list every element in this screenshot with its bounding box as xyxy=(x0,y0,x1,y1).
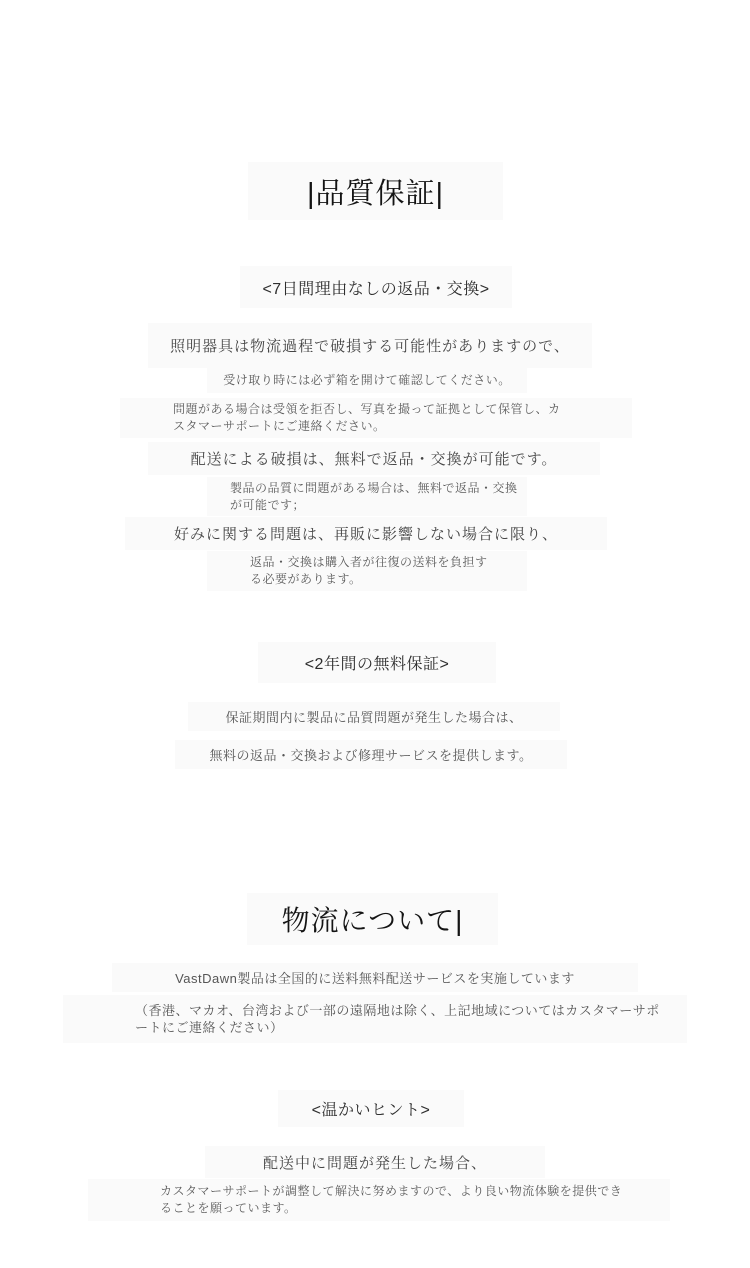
refuse-note-line-1: 問題がある場合は受領を拒否し、写真を撮って証拠として保管し、カ xyxy=(173,402,561,416)
buyer-pays-line-2: る必要があります。 xyxy=(250,572,362,586)
tips-heading: <温かいヒント> xyxy=(278,1090,464,1127)
shipping-damage-note: 配送による破損は、無料で返品・交換が可能です。 xyxy=(148,442,600,475)
shipping-exclusions-line-1: （香港、マカオ、台湾および一部の遠隔地は除く、上記地域についてはカスタマーサポ xyxy=(135,1003,660,1018)
warranty-line-1: 保証期間内に製品に品質問題が発生した場合は、 xyxy=(188,702,560,731)
shipping-exclusions-line-2: ートにご連絡ください） xyxy=(135,1020,284,1035)
refuse-note-line-2: スタマーサポートにご連絡ください。 xyxy=(173,419,386,433)
refuse-note xyxy=(120,398,632,438)
tips-detail-line-1: カスタマーサポートが調整して解決に努めますので、より良い物流体験を提供でき xyxy=(160,1184,623,1198)
quality-issue-line-1: 製品の品質に問題がある場合は、無料で返品・交換 xyxy=(230,480,518,495)
tips-detail-line-2: ることを願っています。 xyxy=(160,1201,297,1215)
return-policy-lead: 照明器具は物流過程で破損する可能性がありますので、 xyxy=(148,323,592,368)
open-box-note: 受け取り時には必ず箱を開けて確認してください。 xyxy=(207,368,527,393)
return-policy-heading: <7日間理由なしの返品・交換> xyxy=(240,266,512,308)
quality-section-title: |品質保証| xyxy=(248,162,503,220)
warranty-line-2: 無料の返品・交換および修理サービスを提供します。 xyxy=(175,740,567,769)
quality-issue-line-2: が可能です； xyxy=(230,497,306,512)
warranty-heading: <2年間の無料保証> xyxy=(258,642,496,683)
free-shipping-note: VastDawn製品は全国的に送料無料配送サービスを実施しています xyxy=(112,963,638,992)
tips-detail xyxy=(88,1179,670,1221)
tips-lead: 配送中に問題が発生した場合、 xyxy=(205,1146,545,1178)
shipping-exclusions-note xyxy=(63,995,687,1043)
logistics-section-title: 物流について| xyxy=(247,893,498,945)
buyer-pays-note xyxy=(207,551,527,591)
preference-issue-note: 好みに関する問題は、再販に影響しない場合に限り、 xyxy=(125,517,607,550)
buyer-pays-line-1: 返品・交換は購入者が往復の送料を負担す xyxy=(250,555,488,569)
quality-issue-note xyxy=(207,477,527,516)
